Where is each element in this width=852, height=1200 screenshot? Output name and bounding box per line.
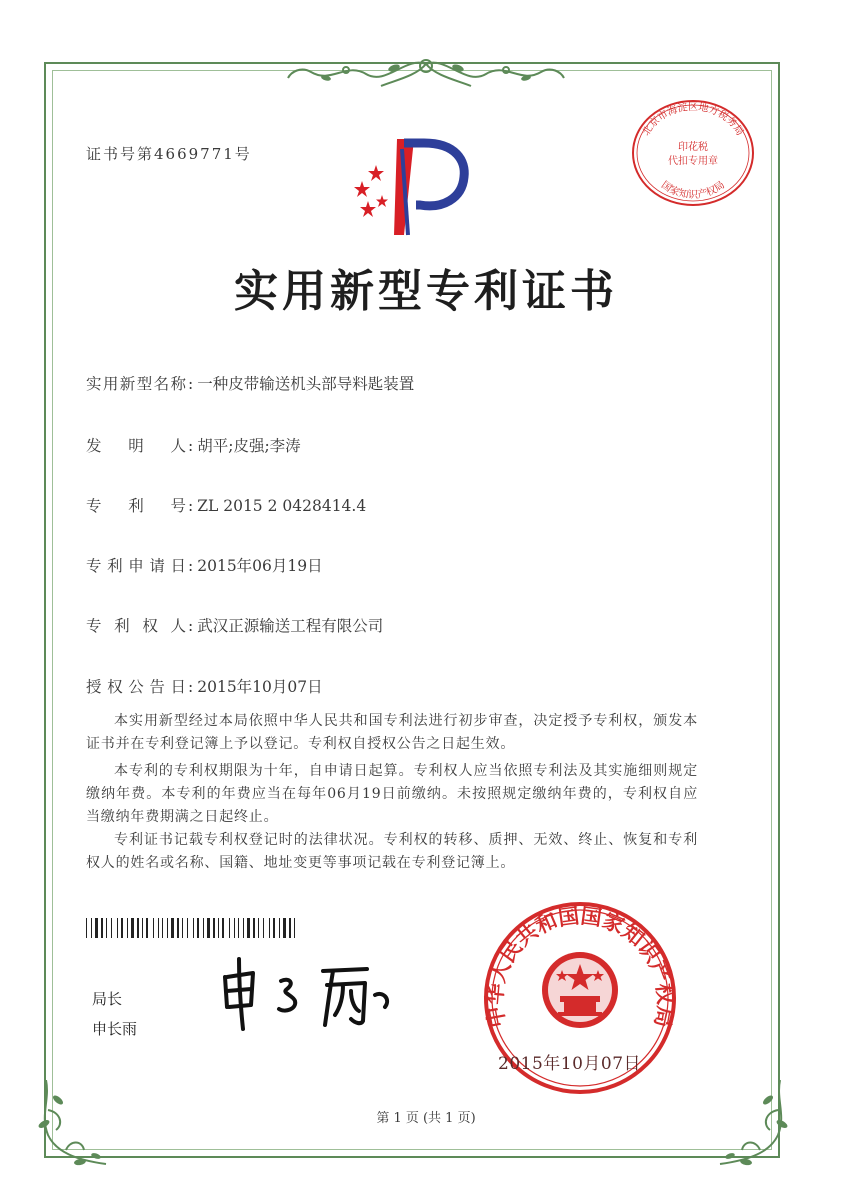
certificate-number: 证书号第4669771号	[86, 145, 252, 163]
field-label: 专利权人	[86, 617, 186, 635]
tax-seal-ring-text: 北京市海淀区地方税务局	[640, 101, 746, 138]
seal-ring-text: 中华人民共和国国家知识产权局	[482, 903, 678, 1030]
barcode	[86, 918, 300, 938]
field-separator: :	[188, 557, 194, 575]
field-separator: :	[188, 617, 194, 635]
page-number: 第 1 页 (共 1 页)	[376, 1111, 476, 1126]
field-value: ZL 2015 2 0428414.4	[197, 497, 367, 515]
signatory-name: 申长雨	[92, 1020, 138, 1038]
field-value: 2015年06月19日	[197, 557, 323, 575]
tax-seal	[628, 98, 758, 208]
field-value: 胡平;皮强;李涛	[197, 437, 301, 455]
top-ornament-icon	[286, 56, 566, 96]
field-inventor	[86, 434, 301, 456]
field-utility-model-name	[86, 372, 414, 394]
seal-date: 2015年10月07日	[498, 1054, 642, 1074]
field-label: 授权公告日	[86, 678, 186, 696]
field-value: 一种皮带输送机头部导料匙装置	[197, 375, 415, 393]
signature	[215, 955, 415, 1035]
signatory-role: 局长	[92, 990, 123, 1008]
field-patentee	[86, 614, 383, 636]
tax-seal-bottom-text: 国家知识产权局	[658, 179, 728, 201]
main-title: 实用新型专利证书	[234, 266, 618, 317]
field-value: 2015年10月07日	[197, 678, 323, 696]
field-label: 专利号	[86, 497, 186, 515]
body-paragraph: 本专利的专利权期限为十年，自申请日起算。专利权人应当依照专利法及其实施细则规定缴纳年费。本专利的年费应当在每年06月19日前缴纳。未按照规定缴纳年费的，专利权自应当缴纳年费期满之日起终止。	[86, 763, 698, 825]
field-application-date	[86, 554, 323, 576]
body-paragraph: 本实用新型经过本局依照中华人民共和国专利法进行初步审查，决定授予专利权，颁发本证书并在专利登记簿上予以登记。专利权自授权公告之日起生效。	[86, 713, 698, 752]
body-paragraph: 专利证书记载专利权登记时的法律状况。专利权的转移、质押、无效、终止、恢复和专利权人的姓名或名称、国籍、地址变更等事项记载在专利登记簿上。	[86, 832, 698, 871]
tax-seal-center-line2: 代扣专用章	[668, 156, 718, 167]
field-separator: :	[188, 375, 194, 393]
field-label: 发明人	[86, 437, 186, 455]
field-grant-announcement-date	[86, 675, 323, 697]
field-label: 实用新型名称	[86, 375, 186, 393]
tax-seal-center-line1: 印花税	[678, 142, 708, 153]
field-separator: :	[188, 497, 194, 515]
cnipa-logo-icon	[342, 135, 472, 245]
field-separator: :	[188, 678, 194, 696]
field-label: 专利申请日	[86, 557, 186, 575]
field-value: 武汉正源输送工程有限公司	[197, 617, 384, 635]
field-separator: :	[188, 437, 194, 455]
field-patent-number	[86, 494, 366, 516]
state-emblem-icon	[542, 952, 618, 1028]
